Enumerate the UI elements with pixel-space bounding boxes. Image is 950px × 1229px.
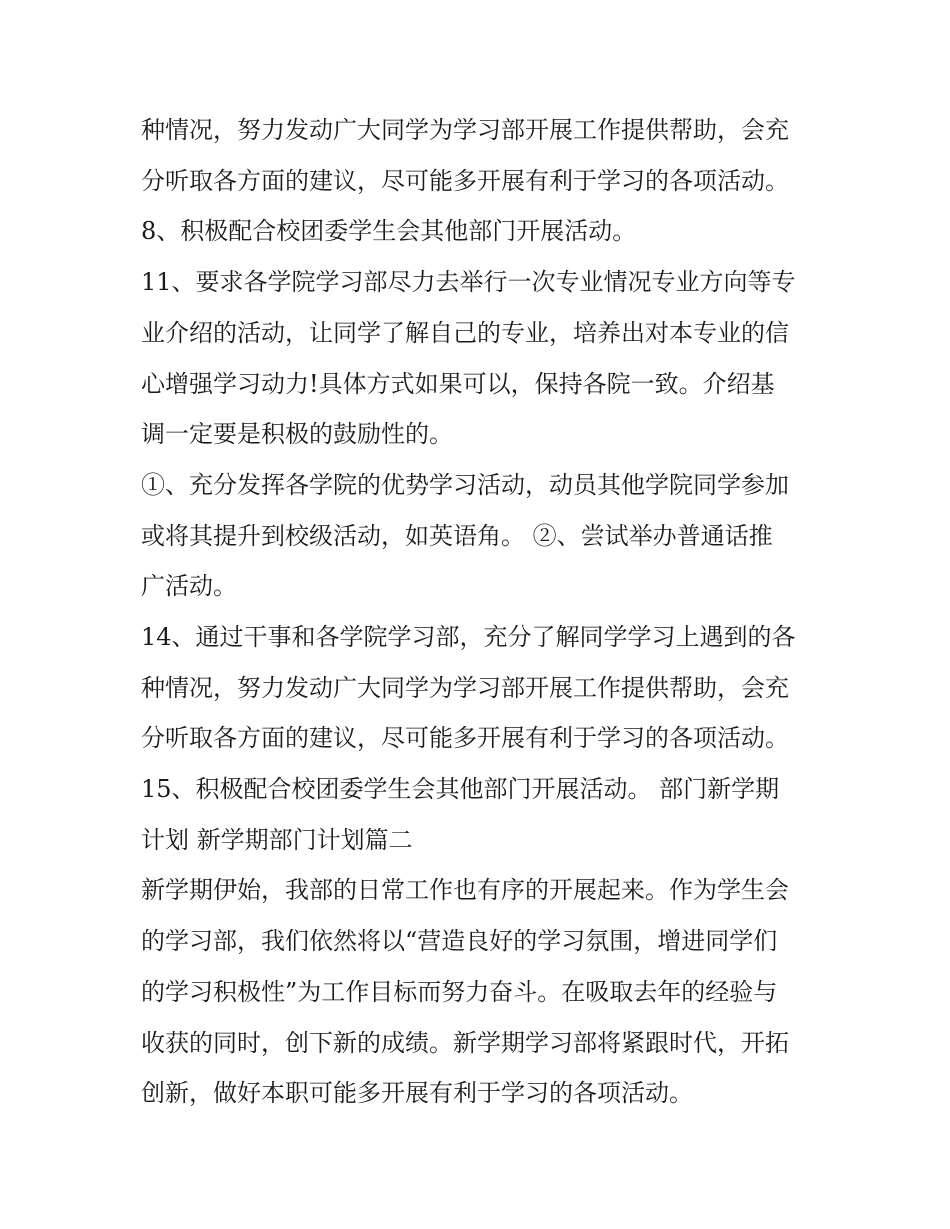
text-line: 新学期伊始，我部的日常工作也有序的开展起来。作为学生会 xyxy=(141,876,789,904)
text-line: 的学习部，我们依然将以“营造良好的学习氛围，增进同学们 xyxy=(141,927,778,955)
text-line: 种情况，努力发动广大同学为学习部开展工作提供帮助，会充 xyxy=(141,674,789,702)
text-line: 11、要求各学院学习部尽力去举行一次专业情况专业方向等专 xyxy=(141,268,796,296)
text-line: 15、积极配合校团委学生会其他部门开展活动。 部门新学期 xyxy=(141,775,780,803)
text-line: 业介绍的活动，让同学了解自己的专业，培养出对本专业的信 xyxy=(141,319,789,347)
text-line: 收获的同时，创下新的成绩。新学期学习部将紧跟时代，开拓 xyxy=(141,1029,789,1057)
text-line: 种情况，努力发动广大同学为学习部开展工作提供帮助，会充 xyxy=(141,116,789,144)
text-line: 分听取各方面的建议，尽可能多开展有利于学习的各项活动。 xyxy=(141,724,789,752)
text-line: 或将其提升到校级活动，如英语角。 ②、尝试举办普通话推 xyxy=(141,522,773,550)
text-line: 的学习积极性”为工作目标而努力奋斗。在吸取去年的经验与 xyxy=(141,978,778,1006)
text-line: 创新，做好本职可能多开展有利于学习的各项活动。 xyxy=(141,1079,693,1107)
text-line: 心增强学习动力!具体方式如果可以，保持各院一致。介绍基 xyxy=(141,370,775,398)
text-line: ①、充分发挥各学院的优势学习活动，动员其他学院同学参加 xyxy=(141,471,789,499)
text-line: 广活动。 xyxy=(141,572,237,600)
text-line: 计划 新学期部门计划篇二 xyxy=(141,826,413,854)
text-line: 分听取各方面的建议，尽可能多开展有利于学习的各项活动。 xyxy=(141,167,789,195)
text-line: 8、积极配合校团委学生会其他部门开展活动。 xyxy=(141,217,637,245)
text-line: 调一定要是积极的鼓励性的。 xyxy=(141,420,453,448)
text-line: 14、通过干事和各学院学习部，充分了解同学学习上遇到的各 xyxy=(141,623,796,651)
